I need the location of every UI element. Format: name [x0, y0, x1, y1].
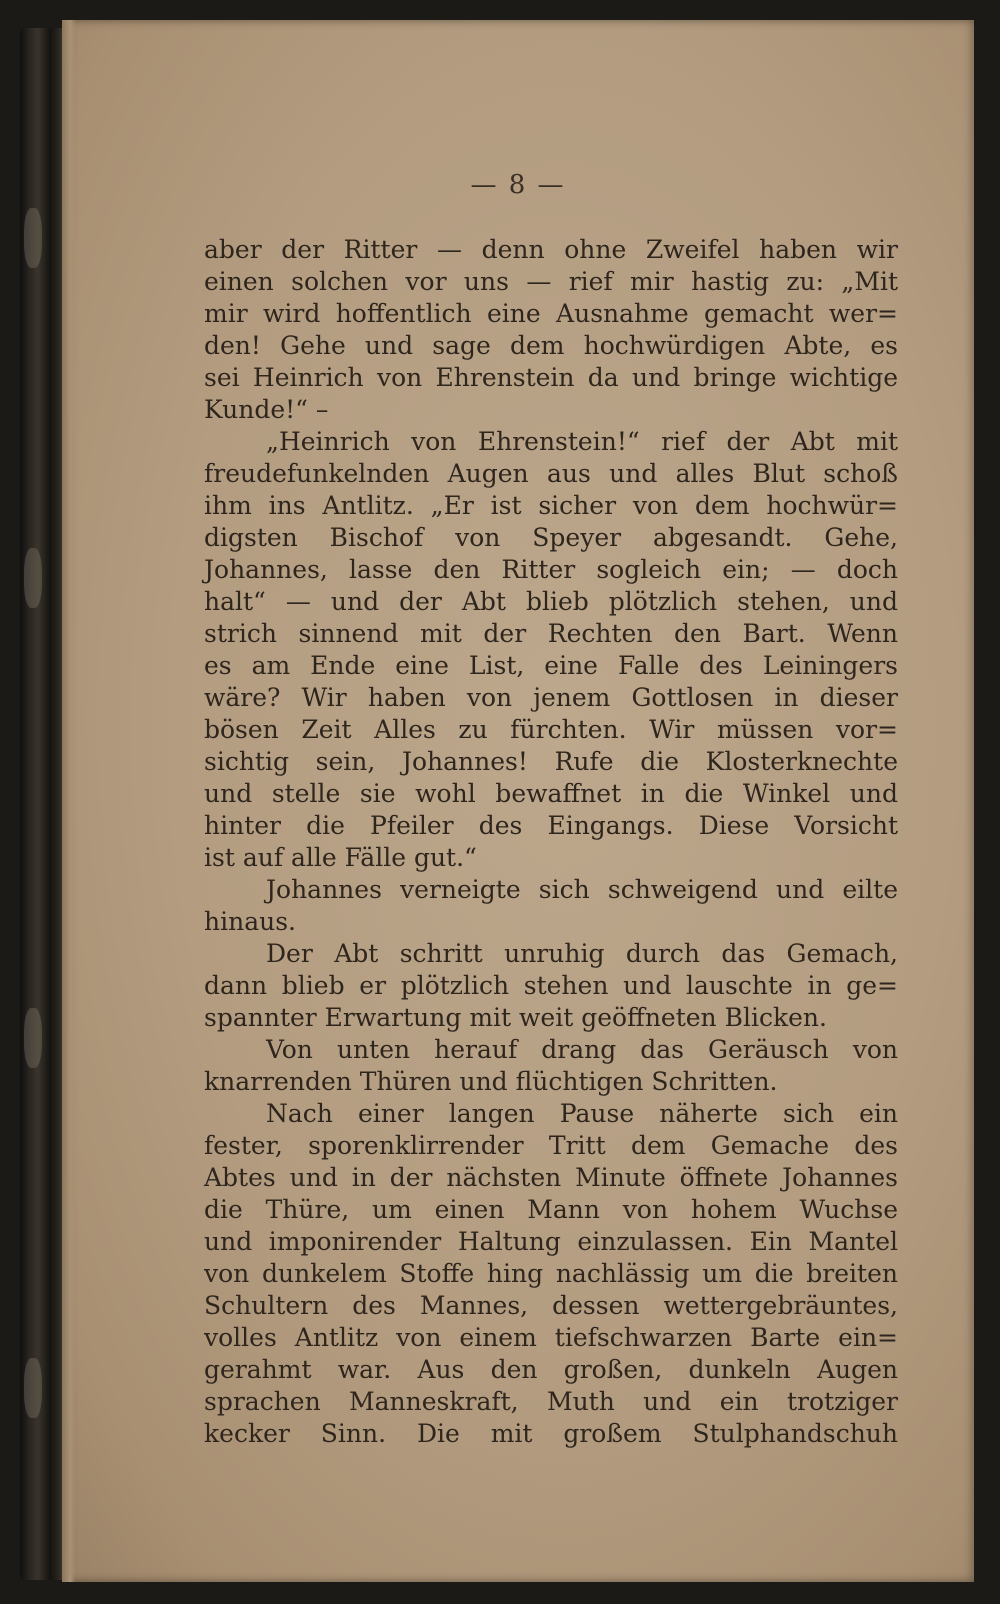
book-page: [62, 20, 974, 1582]
text-line: knarrenden Thüren und flüchtigen Schritten.: [204, 1067, 778, 1096]
text-line: digsten Bischof von Speyer abgesandt. Gehe,: [204, 523, 898, 552]
text-line: volles Antlitz von einem tiefschwarzen Barte ein=: [204, 1323, 898, 1352]
body-text: [204, 234, 898, 1450]
text-line: Johannes verneigte sich schweigend und eilte: [266, 875, 898, 904]
text-line: einen solchen vor uns — rief mir hastig zu: „Mit: [204, 267, 898, 296]
text-line: dann blieb er plötzlich stehen und lauschte in ge=: [204, 971, 898, 1000]
text-line: Johannes, lasse den Ritter sogleich ein; — doch: [204, 555, 898, 584]
page-edge: [62, 20, 76, 1582]
text-line: Von unten herauf drang das Geräusch von: [266, 1035, 898, 1064]
text-line: freudefunkelnden Augen aus und alles Blut schoß: [204, 459, 898, 488]
text-line: bösen Zeit Alles zu fürchten. Wir müssen vor=: [204, 715, 898, 744]
text-line: Schultern des Mannes, dessen wettergebräuntes,: [204, 1291, 898, 1320]
text-line: Kunde!“ –: [204, 395, 329, 424]
text-line: von dunkelem Stoffe hing nachlässig um die breiten: [204, 1259, 898, 1288]
text-line: halt“ — und der Abt blieb plötzlich stehen, und: [204, 587, 898, 616]
text-line: aber der Ritter — denn ohne Zweifel haben wir: [204, 235, 898, 264]
text-line: es am Ende eine List, eine Falle des Leiningers: [204, 651, 898, 680]
text-line: strich sinnend mit der Rechten den Bart. Wenn: [204, 619, 898, 648]
spine-wear-mark: [24, 548, 42, 608]
text-line: sichtig sein, Johannes! Rufe die Klosterknechte: [204, 747, 898, 776]
spine-wear-mark: [24, 1008, 42, 1068]
book-spine: [20, 28, 68, 1580]
text-line: ist auf alle Fälle gut.“: [204, 843, 477, 872]
text-line: hinter die Pfeiler des Eingangs. Diese Vorsicht: [204, 811, 898, 840]
text-line: kecker Sinn. Die mit großem Stulphandschuh: [204, 1419, 898, 1448]
text-line: und imponirender Haltung einzulassen. Ein Mantel: [204, 1227, 898, 1256]
text-line: die Thüre, um einen Mann von hohem Wuchse: [204, 1195, 898, 1224]
page-number: — 8 —: [470, 170, 566, 200]
text-line: Der Abt schritt unruhig durch das Gemach,: [266, 939, 898, 968]
text-line: gerahmt war. Aus den großen, dunkeln Augen: [204, 1355, 898, 1384]
text-line: hinaus.: [204, 907, 296, 936]
text-line: den! Gehe und sage dem hochwürdigen Abte, es: [204, 331, 898, 360]
text-line: mir wird hoffentlich eine Ausnahme gemacht wer=: [204, 299, 898, 328]
text-line: Abtes und in der nächsten Minute öffnete Johannes: [204, 1163, 898, 1192]
spine-wear-mark: [24, 208, 42, 268]
text-line: spannter Erwartung mit weit geöffneten Blicken.: [204, 1003, 827, 1032]
text-line: ihm ins Antlitz. „Er ist sicher von dem hochwür=: [204, 491, 898, 520]
spine-wear-mark: [24, 1358, 42, 1418]
text-line: wäre? Wir haben von jenem Gottlosen in dieser: [204, 683, 898, 712]
text-line: und stelle sie wohl bewaffnet in die Winkel und: [204, 779, 898, 808]
text-line: sprachen Manneskraft, Muth und ein trotziger: [204, 1387, 898, 1416]
text-line: fester, sporenklirrender Tritt dem Gemache des: [204, 1131, 898, 1160]
text-line: sei Heinrich von Ehrenstein da und bringe wichtige: [204, 363, 898, 392]
text-line: Nach einer langen Pause näherte sich ein: [266, 1099, 898, 1128]
text-line: „Heinrich von Ehrenstein!“ rief der Abt mit: [266, 427, 898, 456]
